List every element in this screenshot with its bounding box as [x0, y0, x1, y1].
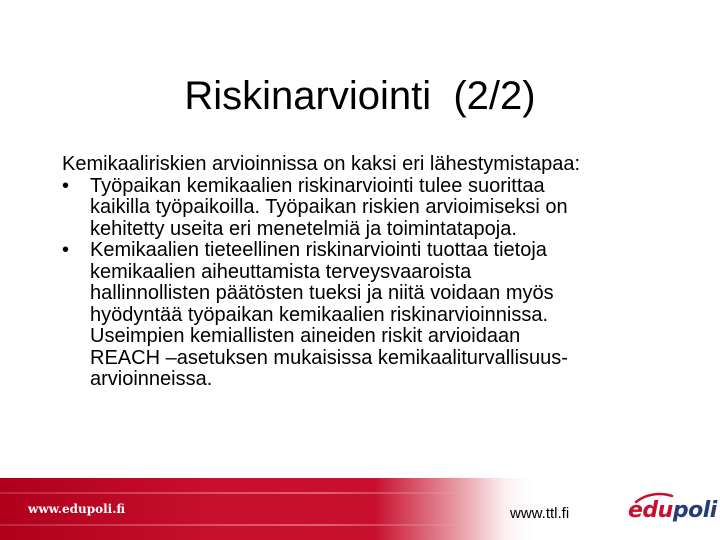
logo-wordmark — [628, 498, 717, 523]
edupoli-logo — [628, 492, 717, 528]
slide-body — [62, 154, 662, 391]
ttl-url[interactable]: www.ttl.fi — [510, 505, 570, 522]
bullet-marker: • — [62, 174, 70, 197]
bullet-item — [62, 240, 662, 391]
edupoli-url[interactable]: www.edupoli.fi — [28, 502, 126, 516]
bullet-line: Työpaikan kemikaalien riskinarviointi tulee suorittaa — [90, 174, 545, 197]
bullet-list — [62, 176, 662, 391]
bullet-line: Useimpien kemiallisten aineiden riskit arvioidaan — [90, 325, 521, 347]
bullet-line: kemikaalien aiheuttamista terveysvaaroista — [90, 260, 472, 283]
bullet-item — [62, 176, 662, 241]
bullet-line: arvioinneissa. — [90, 368, 213, 390]
logo-part-poli: poli — [672, 498, 717, 523]
footer-streak — [0, 524, 720, 526]
bullet-line: hallinnollisten päätösten tueksi ja niitä voidaan myös — [90, 282, 554, 304]
bullet-line: hyödyntää työpaikan kemikaalien riskinarvioinnissa. — [90, 303, 549, 326]
bullet-line: kaikilla työpaikoilla. Työpaikan riskien arvioimiseksi on — [90, 196, 568, 218]
intro-text: Kemikaaliriskien arvioinnissa on kaksi eri lähestymistapaa: — [62, 153, 580, 175]
footer-streak — [0, 492, 720, 494]
bullet-line: kehitetty useita eri menetelmiä ja toimintatapoja. — [90, 217, 517, 240]
bullet-line: Kemikaalien tieteellinen riskinarviointi tuottaa tietoja — [90, 239, 547, 261]
footer-band — [0, 478, 720, 540]
slide-title: Riskinarviointi (2/2) — [184, 74, 536, 118]
bullet-marker: • — [62, 239, 70, 261]
logo-part-edu: edu — [628, 498, 673, 523]
bullet-line: REACH –asetuksen mukaisissa kemikaaliturvallisuus- — [90, 346, 568, 369]
